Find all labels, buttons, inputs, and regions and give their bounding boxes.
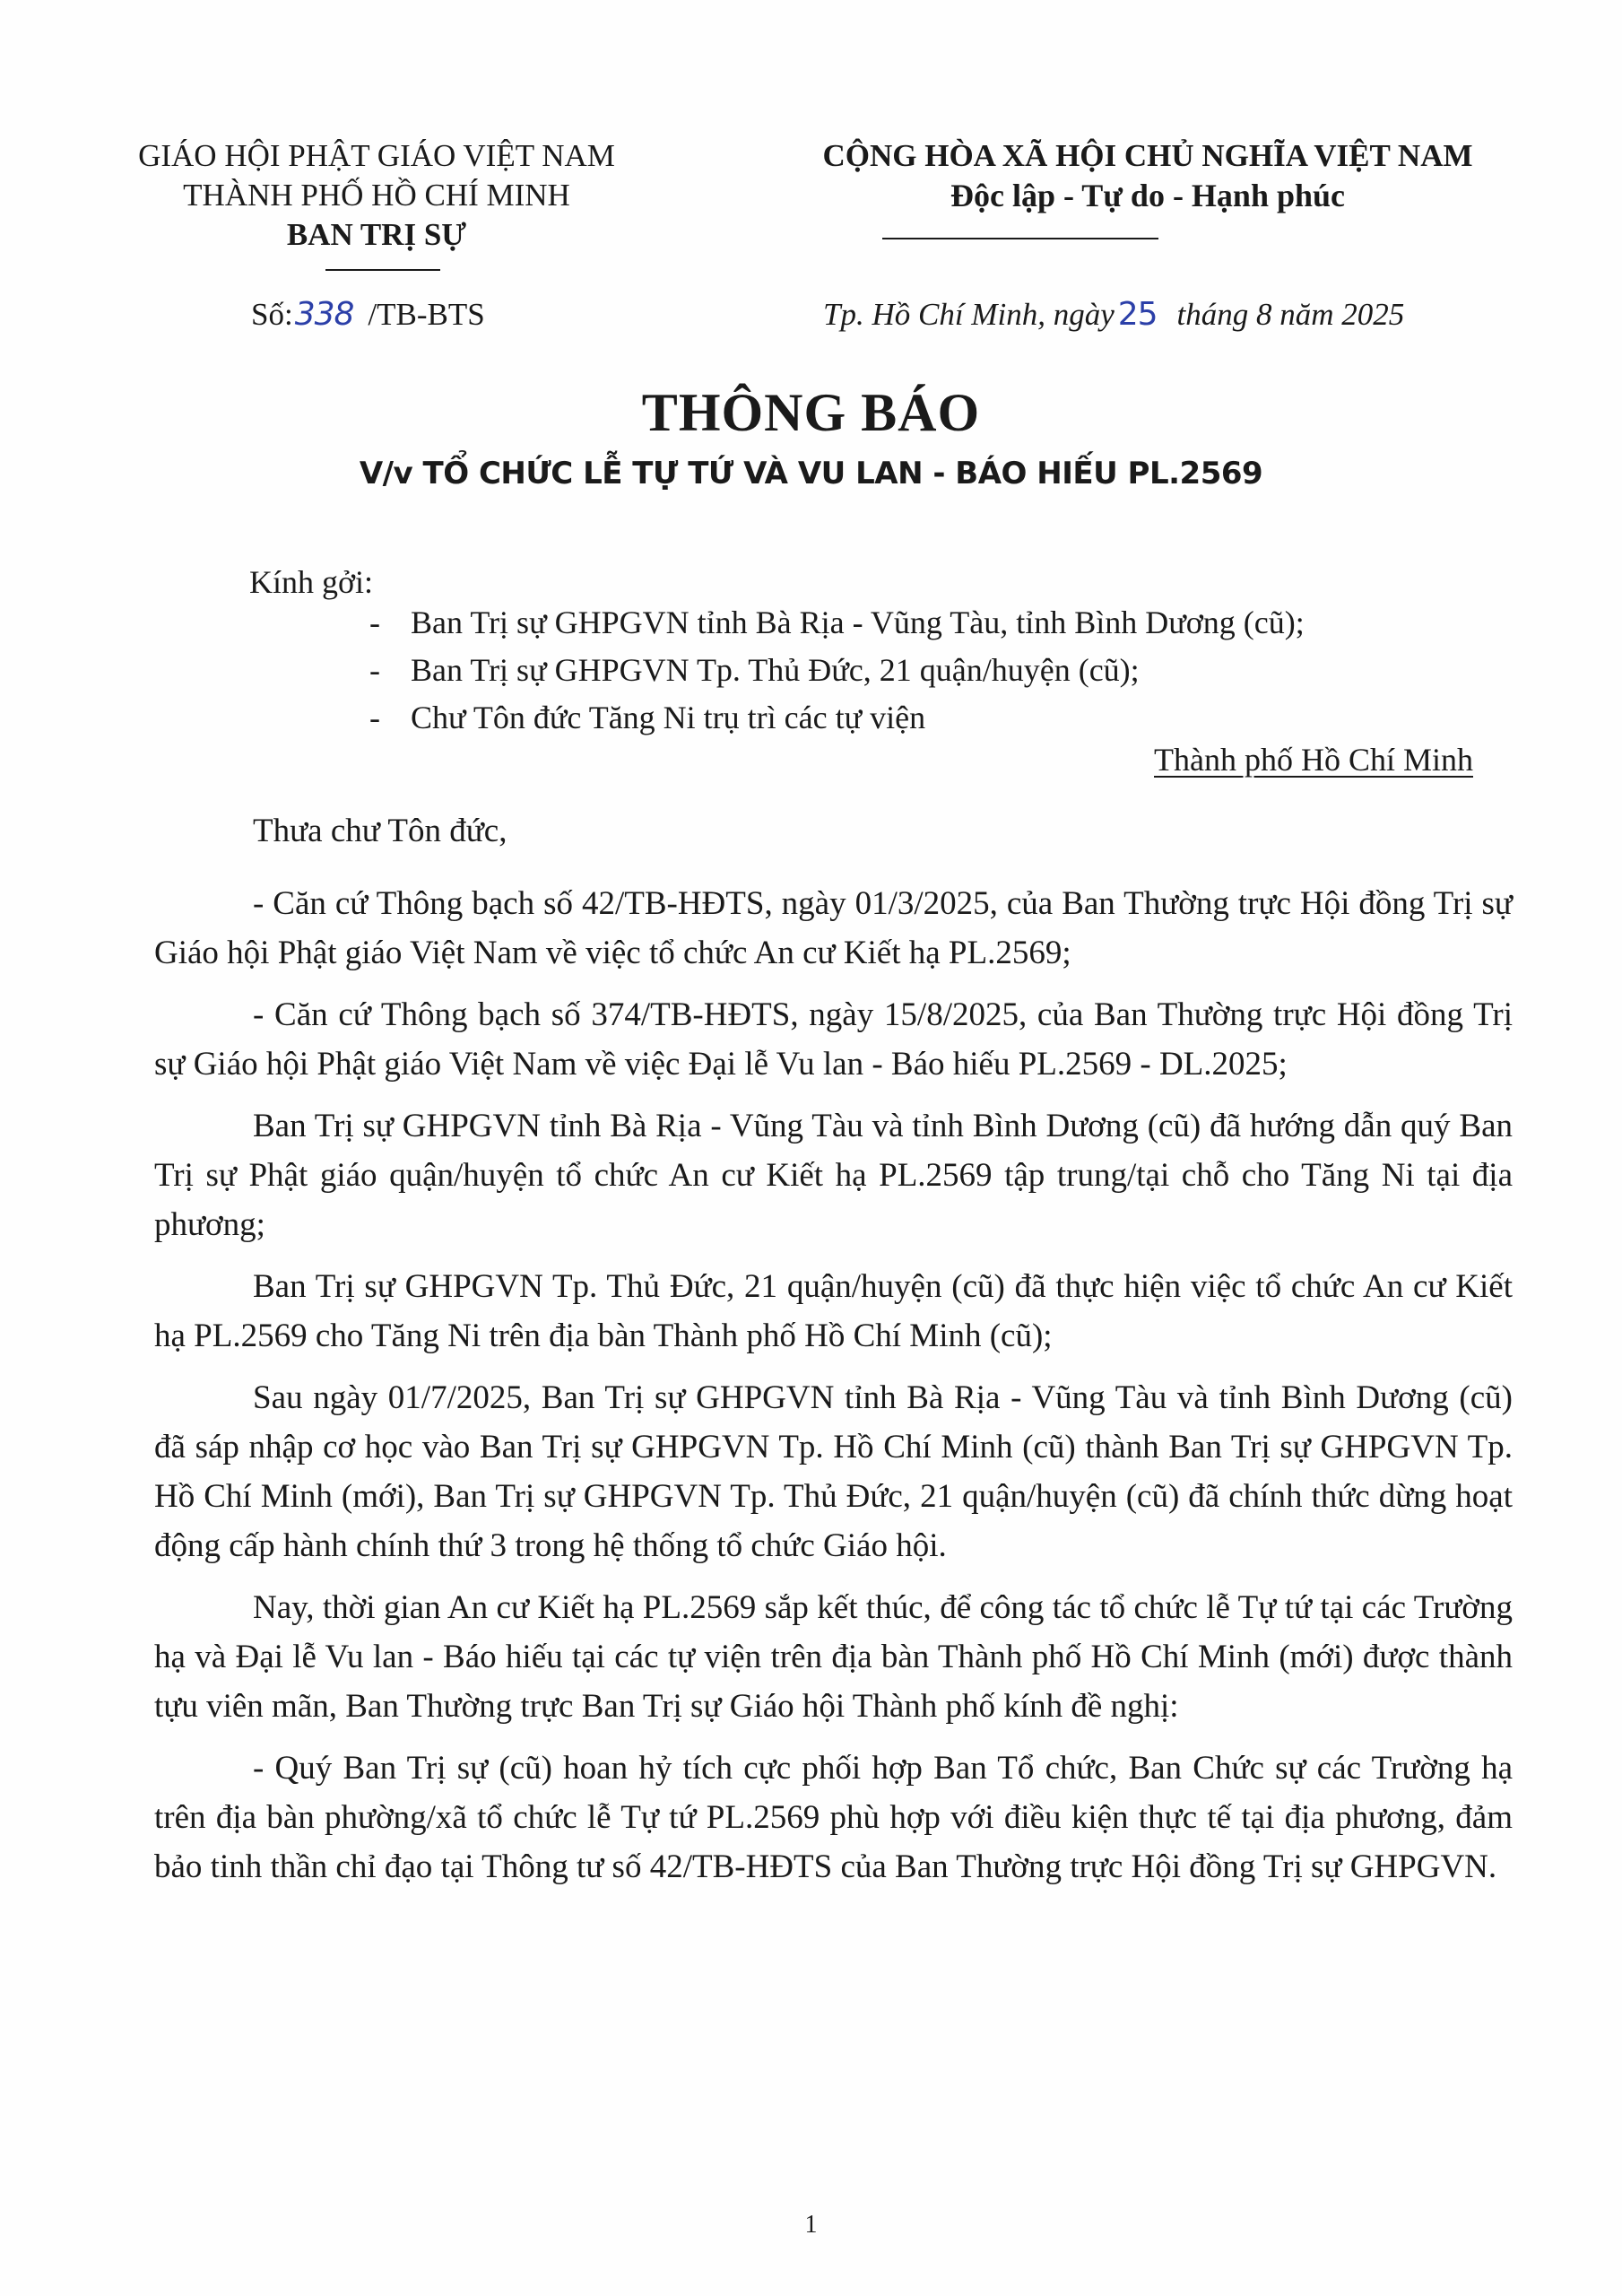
- body-text: [154, 879, 1513, 1904]
- document-number: [251, 296, 485, 333]
- document-number-handwritten: 338: [294, 296, 354, 333]
- page-number: 1: [804, 2211, 818, 2239]
- body-paragraph: - Căn cứ Thông bạch số 374/TB-HĐTS, ngày 15/8/2025, của Ban Thường trực Hội đồng Trị sự Giáo hội Phật giáo Việt Nam về việc Đại lễ Vu lan - Báo hiếu PL.2569 - DL.2025;: [154, 996, 1513, 1083]
- document-number-prefix: Số:: [251, 297, 293, 332]
- recipient-text: Ban Trị sự GHPGVN tỉnh Bà Rịa - Vũng Tàu, tỉnh Bình Dương (cũ);: [411, 604, 1305, 640]
- body-paragraph: Ban Trị sự GHPGVN Tp. Thủ Đức, 21 quận/huyện (cũ) đã thực hiện việc tổ chức An cư Kiết hạ PL.2569 cho Tăng Ni trên địa bàn Thành phố Hồ Chí Minh (cũ);: [154, 1268, 1513, 1354]
- issuer-header: [117, 136, 637, 255]
- document-subtitle: V/v TỔ CHỨC LỄ TỰ TỨ VÀ VU LAN - BÁO HIẾU PL.2569: [359, 456, 1263, 491]
- recipient-item: [369, 647, 1305, 694]
- date-prefix: Tp. Hồ Chí Minh, ngày: [823, 297, 1115, 332]
- national-header: [780, 136, 1515, 215]
- national-name: CỘNG HÒA XÃ HỘI CHỦ NGHĨA VIỆT NAM: [822, 138, 1473, 173]
- body-paragraph: Sau ngày 01/7/2025, Ban Trị sự GHPGVN tỉnh Bà Rịa - Vũng Tàu và tỉnh Bình Dương (cũ) đã sáp nhập cơ học vào Ban Trị sự GHPGVN Tp. Hồ Chí Minh (cũ) thành Ban Trị sự GHPGVN Tp. Hồ Chí Minh (mới), Ban Trị sự GHPGVN Tp. Thủ Đức, 21 quận/huyện (cũ) đã chính thức dừng hoạt động cấp hành chính thứ 3 trong hệ thống tổ chức Giáo hội.: [154, 1379, 1513, 1564]
- issuer-org-line-2: THÀNH PHỐ HỒ CHÍ MINH: [183, 178, 570, 213]
- national-divider: [882, 238, 1158, 239]
- document-title: THÔNG BÁO: [641, 383, 981, 442]
- document-number-suffix: /TB-BTS: [368, 297, 485, 332]
- body-paragraph: Ban Trị sự GHPGVN tỉnh Bà Rịa - Vũng Tàu và tỉnh Bình Dương (cũ) đã hướng dẫn quý Ban Trị sự Phật giáo quận/huyện tổ chức An cư Kiết hạ PL.2569 tập trung/tại chỗ cho Tăng Ni tại địa phương;: [154, 1108, 1513, 1243]
- bullet-dash: -: [369, 700, 380, 735]
- body-paragraph: Nay, thời gian An cư Kiết hạ PL.2569 sắp kết thúc, để công tác tổ chức lễ Tự tứ tại các Trường hạ và Đại lễ Vu lan - Báo hiếu tại các tự viện trên địa bàn Thành phố Hồ Chí Minh (mới) được thành tựu viên mãn, Ban Thường trực Ban Trị sự Giáo hội Thành phố kính đề nghị:: [154, 1589, 1513, 1725]
- document-date: [823, 296, 1404, 333]
- recipient-item: [369, 694, 1305, 742]
- issuer-divider: [325, 269, 440, 271]
- issuer-department: BAN TRỊ SỰ: [286, 217, 467, 252]
- date-suffix: tháng 8 năm 2025: [1176, 297, 1405, 332]
- body-paragraph: - Quý Ban Trị sự (cũ) hoan hỷ tích cực phối hợp Ban Tổ chức, Ban Chức sự các Trường hạ trên địa bàn phường/xã tổ chức lễ Tự tứ PL.2569 phù hợp với điều kiện thực tế tại địa phương, đảm bảo tinh thần chỉ đạo tại Thông tư số 42/TB-HĐTS của Ban Thường trực Hội đồng Trị sự GHPGVN.: [154, 1750, 1513, 1885]
- bullet-dash: -: [369, 604, 380, 640]
- recipient-item: [369, 599, 1305, 647]
- body-paragraph: - Căn cứ Thông bạch số 42/TB-HĐTS, ngày 01/3/2025, của Ban Thường trực Hội đồng Trị sự Giáo hội Phật giáo Việt Nam về việc tổ chức An cư Kiết hạ PL.2569;: [154, 885, 1513, 971]
- recipient-text: Chư Tôn đức Tăng Ni trụ trì các tự viện: [411, 700, 926, 735]
- recipients-label: Kính gởi:: [249, 564, 374, 600]
- issuer-org-line-1: GIÁO HỘI PHẬT GIÁO VIỆT NAM: [138, 138, 615, 173]
- recipients-list: [369, 599, 1305, 742]
- date-day-handwritten: 25: [1117, 296, 1158, 333]
- recipient-text: Ban Trị sự GHPGVN Tp. Thủ Đức, 21 quận/huyện (cũ);: [411, 652, 1140, 688]
- recipient-city: Thành phố Hồ Chí Minh: [1154, 742, 1473, 778]
- bullet-dash: -: [369, 652, 380, 688]
- salutation: Thưa chư Tôn đức,: [253, 813, 507, 849]
- national-motto: Độc lập - Tự do - Hạnh phúc: [950, 178, 1346, 213]
